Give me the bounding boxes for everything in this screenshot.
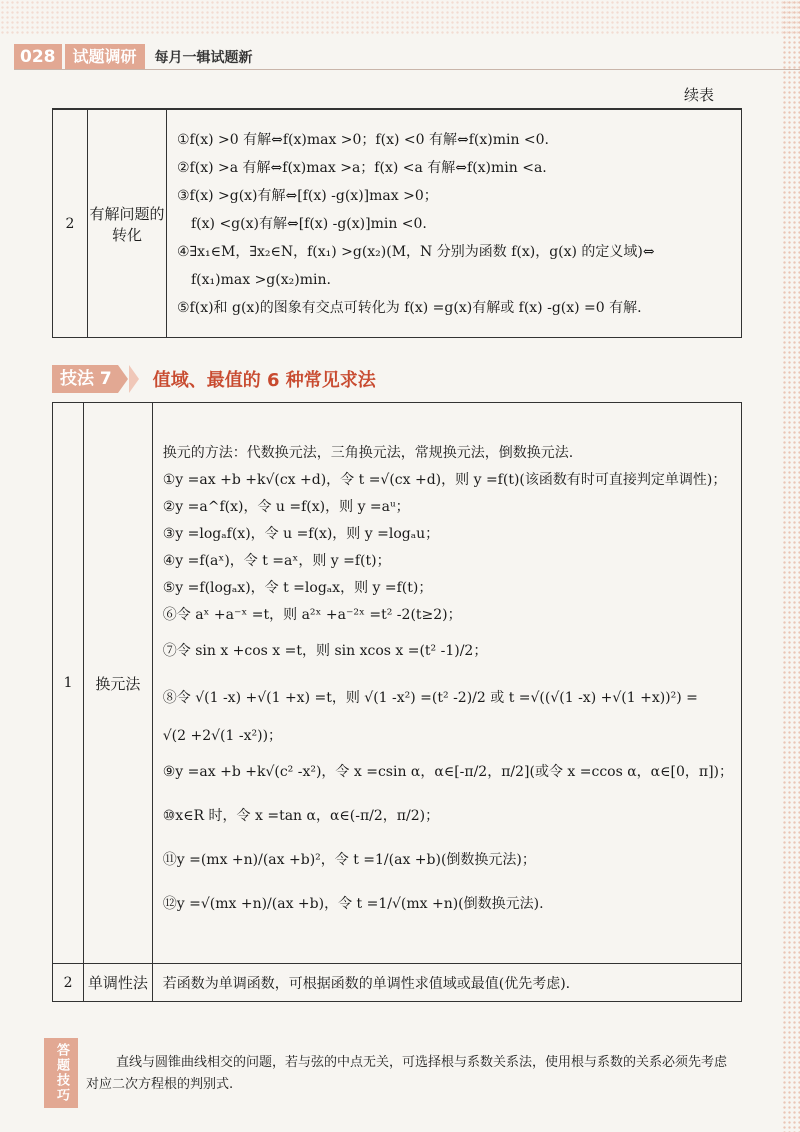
- content-line: √(2 +2√(1 -x²))；: [162, 728, 283, 744]
- row-content: 若函数为单调函数，可根据函数的单调性求值域或最值(优先考虑).: [152, 964, 741, 1002]
- row-label: 有解问题的转化: [88, 109, 167, 338]
- row-label: 单调性法: [84, 964, 153, 1002]
- continued-label: 续表: [683, 86, 714, 104]
- chevron-right-icon: [118, 365, 128, 393]
- top-dot-texture: [0, 0, 800, 36]
- footer-note: 直线与圆锥曲线相交的问题，若与弦的中点无关，可选择根与系数关系法，使用根与系数的关系必须先考虑对应二次方程根的判别式.: [86, 1055, 728, 1092]
- content-line: ⑥令 aˣ +a⁻ˣ =t，则 a²ˣ +a⁻²ˣ =t² -2(t≥2)；: [162, 607, 462, 623]
- technique-title: 值域、最值的 6 种常见求法: [152, 370, 376, 391]
- content-line: ②f(x) >a 有解⇔f(x)max >a；f(x) <a 有解⇔f(x)min <a.: [177, 159, 547, 176]
- technique-heading: [52, 365, 376, 393]
- table-row: [53, 109, 742, 338]
- content-line: ⑪y =(mx +n)/(ax +b)²，令 t =1/(ax +b)(倒数换元法)；: [162, 852, 536, 868]
- content-line: f(x) <g(x)有解⇔[f(x) -g(x)]min <0.: [191, 215, 427, 232]
- content-line: ⑩x∈R 时，令 x =tan α，α∈(-π/2，π/2)；: [162, 808, 440, 824]
- content-line: ⑤f(x)和 g(x)的图象有交点可转化为 f(x) =g(x)有解或 f(x) -g(x) =0 有解.: [177, 299, 642, 316]
- content-line: 换元的方法：代数换元法，三角换元法，常规换元法，倒数换元法.: [162, 445, 574, 461]
- content-line: ③y =logₐf(x)，令 u =f(x)，则 y =logₐu；: [162, 526, 440, 542]
- row-number: 2: [53, 964, 84, 1002]
- row-content: [152, 403, 741, 964]
- content-line: f(x₁)max >g(x₂)min.: [191, 271, 331, 288]
- content-line: ⑧令 √(1 -x) +√(1 +x) =t，则 √(1 -x²) =(t² -2)/2 或 t =√((√(1 -x) +√(1 +x))²) =: [162, 690, 698, 706]
- content-line: ④∃x₁∈M，∃x₂∈N，f(x₁) >g(x₂)(M，N 分别为函数 f(x)，g(x) 的定义域)⇔: [177, 243, 655, 260]
- content-line: ③f(x) >g(x)有解⇔[f(x) -g(x)]max >0；: [177, 187, 438, 204]
- technique-badge: 技法 7: [52, 365, 118, 393]
- table-continued: [52, 108, 742, 338]
- table-row: [53, 403, 742, 964]
- row-content: [167, 109, 742, 338]
- content-line: ①f(x) >0 有解⇔f(x)max >0；f(x) <0 有解⇔f(x)min <0.: [177, 131, 550, 148]
- section-title: 试题调研: [65, 44, 145, 70]
- page-number: 028: [14, 44, 62, 70]
- row-number: 1: [53, 403, 84, 964]
- content-line: ⑫y =√(mx +n)/(ax +b)，令 t =1/√(mx +n)(倒数换元法).: [162, 896, 544, 912]
- table-row: [53, 964, 742, 1002]
- edge-dot-texture: [782, 0, 800, 1132]
- content-line: ④y =f(aˣ)，令 t =aˣ，则 y =f(t)；: [162, 553, 391, 569]
- content-line: ①y =ax +b +k√(cx +d)，令 t =√(cx +d)，则 y =f(t)(该函数有时可直接判定单调性)；: [162, 472, 727, 488]
- content-line: ⑦令 sin x +cos x =t，则 sin xcos x =(t² -1)/2；: [162, 643, 488, 659]
- page-header: [14, 44, 253, 70]
- header-subtitle: 每月一辑试题新: [154, 50, 253, 66]
- row-label: 换元法: [84, 403, 153, 964]
- header-divider: [14, 69, 800, 70]
- content-line: ⑨y =ax +b +k√(c² -x²)，令 x =csin α，α∈[-π/2，π/2](或令 x =ccos α，α∈[0，π])；: [162, 764, 733, 780]
- content-line: ②y =a^f(x)，令 u =f(x)，则 y =aᵘ；: [162, 499, 410, 515]
- tips-icon: 答题技巧: [44, 1038, 78, 1108]
- table-methods: [52, 402, 742, 1002]
- content-line: ⑤y =f(logₐx)，令 t =logₐx，则 y =f(t)；: [162, 580, 433, 596]
- row-number: 2: [53, 109, 88, 338]
- chevron-right-icon: [129, 365, 139, 393]
